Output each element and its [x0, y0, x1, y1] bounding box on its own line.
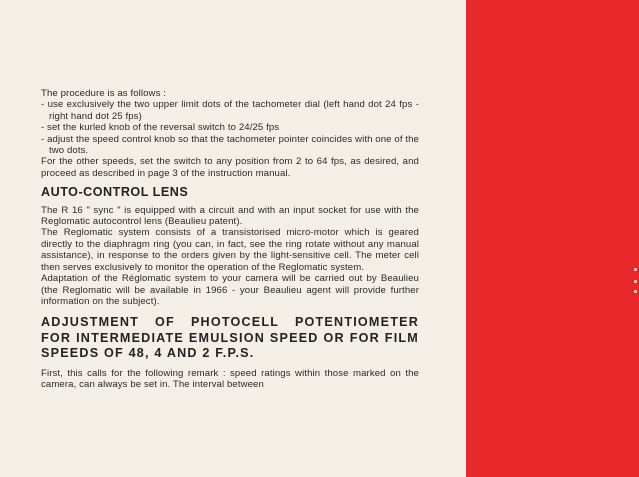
print-speck — [634, 268, 637, 271]
other-speeds-paragraph: For the other speeds, set the switch to any position from 2 to 64 fps, as desired, and proceed as described in page 3 of the instruction manual. — [41, 156, 419, 179]
auto-control-paragraph-1: The R 16 " sync " is equipped with a circuit and with an input socket for use with the Reglomatic autocontrol lens (Beaulieu patent). — [41, 204, 419, 228]
adjustment-heading: ADJUSTMENT OF PHOTOCELL POTENTIOMETER FOR INTERMEDIATE EMULSION SPEED OR FOR FILM SPEEDS OF 48, 4 AND 2 F.P.S. — [41, 315, 419, 360]
page-text — [41, 88, 419, 391]
print-speck — [634, 290, 637, 293]
auto-control-heading: AUTO-CONTROL LENS — [41, 185, 189, 200]
procedure-item: - use exclusively the two upper limit dots of the tachometer dial (left hand dot 24 fps - right hand dot 25 fps) — [41, 99, 419, 122]
procedure-item: - set the kurled knob of the reversal switch to 24/25 fps — [41, 122, 280, 134]
print-speck — [634, 280, 637, 283]
red-edge-band — [466, 0, 639, 477]
adjustment-paragraph: First, this calls for the following remark : speed ratings within those marked on the camera, can always be set in. The interval between — [41, 367, 419, 391]
auto-control-paragraph-3: Adaptation of the Réglomatic system to your camera will be carried out by Beaulieu (the Reglomatic will be available in 1966 - your Beaulieu agent will provide further information on the subject). — [41, 273, 419, 307]
procedure-item: - adjust the speed control knob so that the tachometer pointer coincides with one of the two dots. — [41, 133, 419, 157]
intro-lead: The procedure is as follows : — [41, 88, 167, 99]
auto-control-paragraph-2: The Reglomatic system consists of a transistorised micro-motor which is geared directly to the diaphragm ring (you can, in fact, see the ring rotate without any manual assistance), in response to the orders given by the light-sensitive cell. The meter cell then serves exclusively to monitor the operation of the Reglomatic system. — [41, 227, 419, 273]
